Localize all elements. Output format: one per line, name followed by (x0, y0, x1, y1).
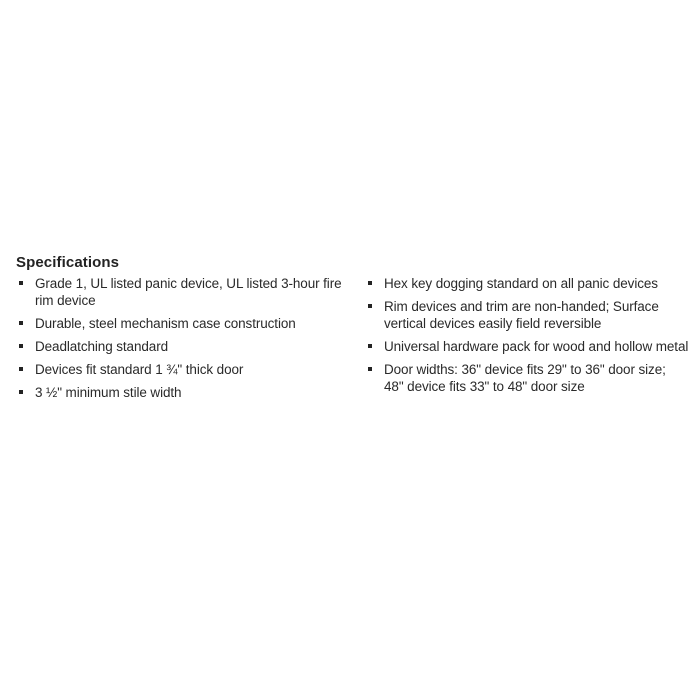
spec-item-line: 3 ½" minimum stile width (35, 385, 182, 400)
spec-columns (16, 275, 700, 407)
specifications-heading: Specifications (16, 254, 120, 271)
spec-item-text (384, 298, 659, 332)
spec-item-hex-dogging (368, 275, 697, 292)
bullet-square-icon (19, 367, 23, 371)
spec-item-door-thickness (19, 361, 368, 378)
spec-item-text (384, 338, 688, 355)
spec-item-line: Door widths: 36" device fits 29" to 36" door size; (384, 362, 666, 377)
spec-item-text (35, 315, 296, 332)
spec-list-left (16, 275, 368, 407)
spec-item-line: Rim devices and trim are non-handed; Surface (384, 299, 659, 314)
spec-item-handedness (368, 298, 697, 332)
spec-item-line: Hex key dogging standard on all panic devices (384, 276, 658, 291)
bullet-square-icon (368, 344, 372, 348)
spec-item-line: Grade 1, UL listed panic device, UL listed 3-hour fire (35, 276, 342, 291)
spec-item-text (35, 275, 342, 309)
spec-item-text (35, 361, 243, 378)
bullet-square-icon (19, 344, 23, 348)
spec-item-line: Deadlatching standard (35, 339, 168, 354)
bullet-square-icon (368, 281, 372, 285)
bullet-square-icon (368, 367, 372, 371)
spec-item-line: vertical devices easily field reversible (384, 316, 602, 331)
bullet-square-icon (19, 390, 23, 394)
spec-item-text (35, 384, 181, 401)
bullet-square-icon (19, 281, 23, 285)
spec-item-line: Durable, steel mechanism case construction (35, 316, 296, 331)
spec-item-text (35, 338, 168, 355)
spec-item-deadlatching (19, 338, 368, 355)
spec-item-text (384, 361, 666, 395)
spec-item-hardware-pack (368, 338, 697, 355)
bullet-square-icon (368, 304, 372, 308)
spec-item-line: 48" device fits 33" to 48" door size (384, 379, 585, 394)
spec-item-grade (19, 275, 368, 309)
bullet-square-icon (19, 321, 23, 325)
spec-item-line: rim device (35, 293, 96, 308)
specifications-section (16, 254, 700, 407)
spec-item-stile-width (19, 384, 368, 401)
spec-list-right (368, 275, 697, 407)
spec-item-line: Devices fit standard 1 ¾" thick door (35, 362, 244, 377)
spec-item-text (384, 275, 658, 292)
spec-item-door-widths (368, 361, 697, 395)
spec-item-case-construction (19, 315, 368, 332)
spec-item-line: Universal hardware pack for wood and hollow metal (384, 339, 689, 354)
